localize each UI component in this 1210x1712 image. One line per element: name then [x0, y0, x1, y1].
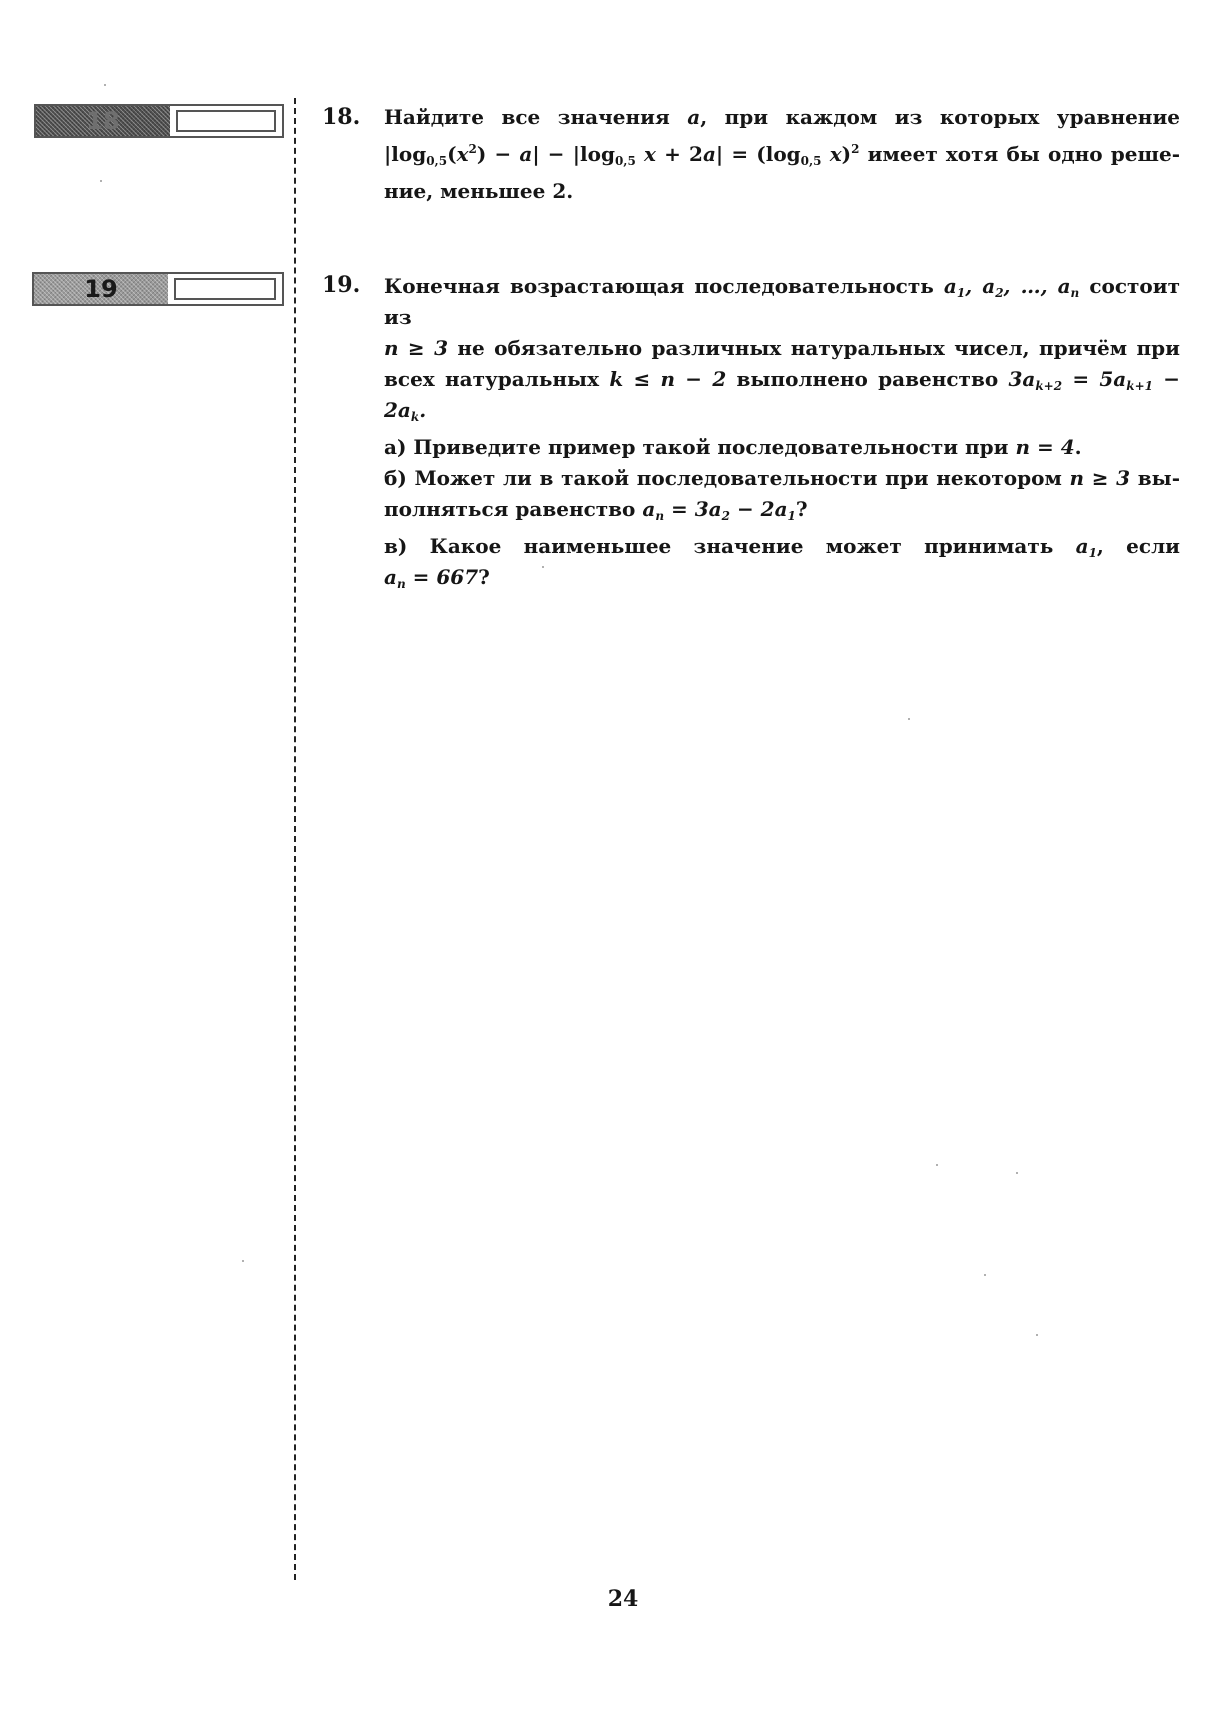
- scan-speck: [984, 1274, 986, 1276]
- scan-speck: [100, 180, 102, 182]
- scan-speck: [1016, 1172, 1018, 1174]
- condition: n ≥ 3: [1069, 466, 1131, 490]
- scan-speck: [542, 566, 544, 568]
- scan-speck: [242, 1260, 244, 1262]
- answer-box-label: 19: [34, 274, 168, 304]
- task-19-text: Конечная возрастающая последовательность $a_1$, $a_2$, …, $a_n$ состоит из n ≥ 3 не обязательно различных натуральных чисел, причём при всех натуральных k ≤ n − 2 выполнено равенство $3a_{k+2} = 5a_{k+1} - 2a_k$. а) Приведите пример такой последовательности при n = 4. б) Может ли в такой последовательности при некотором n ≥ 3 вы- полняться равенство $a_n = 3a_2 - 2a_1$? в) Какое наименьшее значение может принимать $a_1$, если $a_n = 667$?: [384, 274, 1181, 591]
- equality: $a_n = 3a_2 - 2a_1$: [642, 497, 796, 523]
- cut-line: [294, 98, 296, 1580]
- task-text: не обязательно различных натуральных чисел, причём при: [457, 336, 1180, 360]
- task-text: имеет хотя бы одно реше-: [867, 142, 1181, 166]
- condition: n = 4: [1015, 435, 1075, 459]
- part-c-text: в) Какое наименьшее значение может принимать: [384, 534, 1054, 558]
- param-a: a: [687, 105, 701, 129]
- recurrence: $3a_{k+2} = 5a_{k+1} - 2a_k$.: [384, 367, 1181, 424]
- condition: n ≥ 3: [384, 336, 448, 360]
- task-text: , при каждом из которых уравнение: [700, 105, 1180, 129]
- answer-field-19[interactable]: [174, 278, 276, 300]
- equality: $a_n = 667$: [384, 565, 479, 591]
- task-text: всех натуральных: [384, 367, 600, 391]
- part-b-text: вы-: [1137, 466, 1181, 490]
- task-number: 18.: [322, 104, 361, 130]
- task-18-text: [384, 102, 1180, 207]
- sequence: $a_1$, $a_2$, …, $a_n$: [943, 274, 1080, 300]
- task-text: ние, меньшее 2.: [384, 179, 574, 203]
- answer-box-18: [34, 104, 284, 138]
- scan-speck: [908, 718, 910, 720]
- part-b-text: б) Может ли в такой последовательности при некотором: [384, 466, 1062, 490]
- task-intro: Найдите все значения: [384, 105, 670, 129]
- task-number: 19.: [322, 272, 361, 298]
- answer-box-19: [32, 272, 284, 306]
- answer-box-label: 18: [36, 106, 170, 136]
- equation: $|\log_{0,5}(x^2) - a| - |\log_{0,5}$ $x + 2a| = (\log_{0,5}$ x)$^2$: [384, 142, 860, 168]
- scan-speck: [1036, 1334, 1038, 1336]
- task-text: Конечная возрастающая последовательность: [384, 274, 934, 298]
- page-number: 24: [607, 1586, 639, 1612]
- answer-field-18[interactable]: [176, 110, 276, 132]
- scan-speck: [936, 1164, 938, 1166]
- task-text: состоит из: [384, 274, 1180, 329]
- part-c-text: , если: [1096, 534, 1181, 558]
- part-a-text: а) Приведите пример такой последовательности при: [384, 435, 1009, 459]
- variable: $a_1$: [1075, 534, 1097, 560]
- task-text: выполнено равенство: [736, 367, 999, 391]
- part-b-text: полняться равенство: [384, 497, 636, 521]
- condition: k ≤ n − 2: [609, 367, 727, 391]
- scan-speck: [104, 84, 106, 86]
